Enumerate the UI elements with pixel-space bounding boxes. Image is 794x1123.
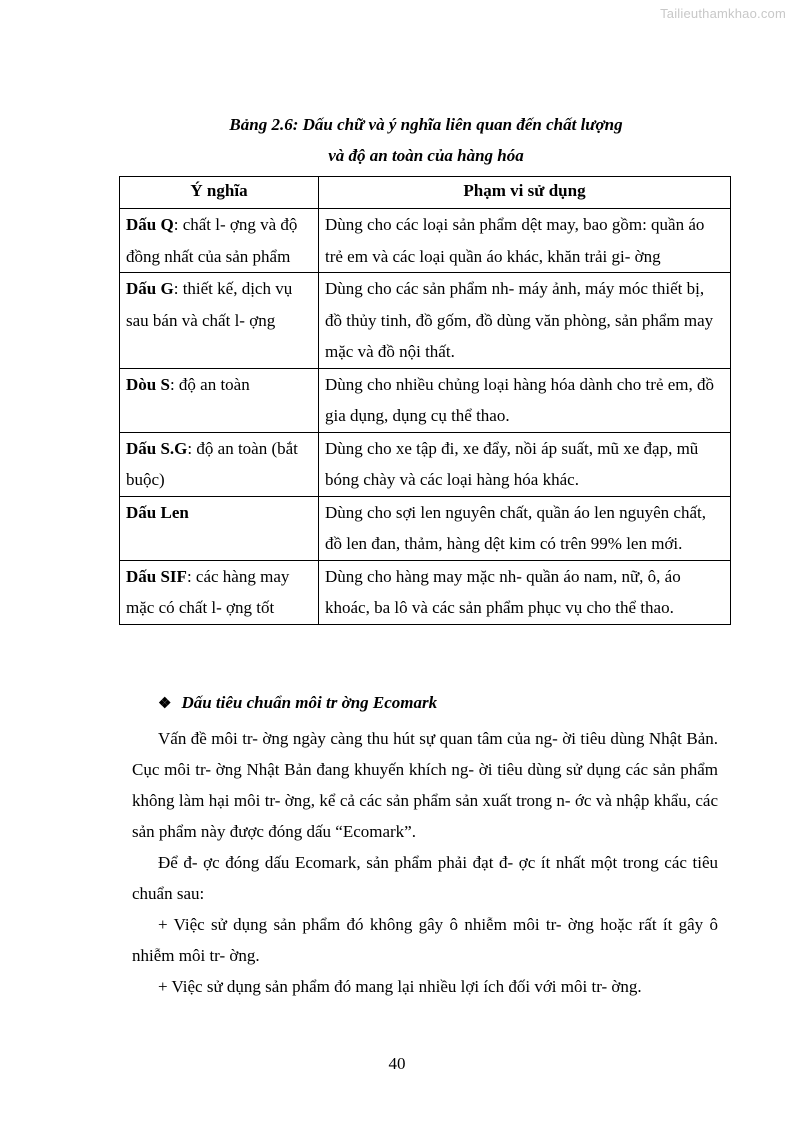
table-row	[120, 432, 731, 496]
section-heading-text: Dấu tiêu chuẩn môi tr ờng Ecomark	[181, 693, 438, 712]
meaning-cell	[120, 368, 319, 432]
usage-cell: Dùng cho xe tập đi, xe đẩy, nồi áp suất, mũ xe đạp, mũ bóng chày và các loại hàng hóa khác.	[319, 432, 731, 496]
body-text	[132, 723, 718, 1002]
diamond-bullet-icon: ❖	[158, 696, 172, 712]
mark-meaning: : độ an toàn	[169, 374, 250, 394]
section-heading	[158, 693, 437, 713]
meaning-cell	[120, 432, 319, 496]
meaning-cell	[120, 209, 319, 273]
watermark: Tailieuthamkhao.com	[660, 6, 786, 21]
table-caption-line-1: Bảng 2.6: Dấu chữ và ý nghĩa liên quan đến chất lượng	[229, 115, 623, 134]
usage-cell: Dùng cho sợi len nguyên chất, quần áo len nguyên chất, đồ len đan, thảm, hàng dệt kim có trên 99% len mới.	[319, 496, 731, 560]
table-header-row	[120, 177, 731, 209]
usage-cell: Dùng cho hàng may mặc nh- quần áo nam, nữ, ô, áo khoác, ba lô và các sản phẩm phục vụ cho thể thao.	[319, 560, 731, 624]
header-usage: Phạm vi sử dụng	[319, 177, 731, 209]
header-meaning: Ý nghĩa	[120, 177, 319, 209]
paragraph: Vấn đề môi tr- ờng ngày càng thu hút sự quan tâm của ng- ời tiêu dùng Nhật Bản. Cục môi tr- ờng Nhật Bản đang khuyến khích ng- ời tiêu dùng sử dụng các sản phẩm không làm hại môi tr- ờng, kể cả các sản phẩm sản xuất trong n- ớc và nhập khẩu, các sản phẩm này được đóng dấu “Ecomark”.	[132, 729, 718, 841]
paragraph: Để đ- ợc đóng dấu Ecomark, sản phẩm phải đạt đ- ợc ít nhất một trong các tiêu chuẩn sau:	[132, 853, 718, 903]
mark-meaning: : độ an toàn (bắt buộc)	[126, 438, 298, 489]
usage-cell: Dùng cho các sản phẩm nh- máy ảnh, máy móc thiết bị, đồ thủy tinh, đồ gốm, đồ dùng văn phòng, sản phẩm may mặc và đồ nội thất.	[319, 273, 731, 369]
mark-name: Dòu S	[126, 374, 170, 394]
quality-marks-table	[119, 176, 731, 625]
mark-name: Dấu Q	[126, 215, 174, 234]
table-row	[120, 209, 731, 273]
usage-cell: Dùng cho các loại sản phẩm dệt may, bao gồm: quần áo trẻ em và các loại quần áo khác, khăn trải gi- ờng	[319, 209, 731, 273]
mark-meaning: : các hàng may mặc có chất l- ợng tốt	[126, 566, 290, 617]
paragraph: + Việc sử dụng sản phẩm đó không gây ô nhiễm môi tr- ờng hoặc rất ít gây ô nhiễm môi tr- ờng.	[132, 915, 718, 965]
table-caption-line-2: và độ an toàn của hàng hóa	[328, 146, 524, 165]
mark-meaning: : thiết kế, dịch vụ sau bán và chất l- ợng	[126, 279, 293, 330]
mark-name: Dấu G	[126, 279, 174, 298]
mark-name: Dấu SIF	[126, 566, 187, 586]
mark-meaning: : chất l- ợng và độ đồng nhất của sản phẩm	[126, 215, 298, 266]
page-number: 40	[388, 1054, 406, 1073]
usage-cell: Dùng cho nhiều chủng loại hàng hóa dành cho trẻ em, đồ gia dụng, dụng cụ thể thao.	[319, 368, 731, 432]
mark-name: Dấu Len	[126, 502, 189, 522]
meaning-cell	[120, 496, 319, 560]
table-row	[120, 368, 731, 432]
paragraph: + Việc sử dụng sản phẩm đó mang lại nhiều lợi ích đối với môi tr- ờng.	[158, 977, 642, 996]
table-row	[120, 273, 731, 369]
mark-name: Dấu S.G	[126, 438, 188, 458]
meaning-cell	[120, 273, 319, 369]
table-row	[120, 560, 731, 624]
table-row	[120, 496, 731, 560]
meaning-cell	[120, 560, 319, 624]
